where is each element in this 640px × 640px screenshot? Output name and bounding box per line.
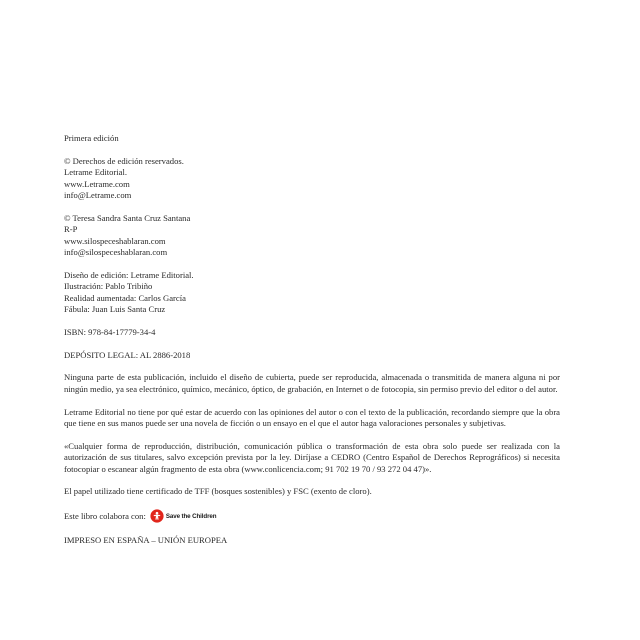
save-the-children-logo [150,509,217,523]
printed-text: IMPRESO EN ESPAÑA – UNIÓN EUROPEA [64,534,228,545]
edition-block [64,133,560,144]
publisher-name: Letrame Editorial. [64,167,127,178]
credits-block [64,270,560,316]
credit-fable: Fábula: Juan Luis Santa Cruz [64,304,166,315]
author-rights: © Teresa Sandra Santa Cruz Santana [64,212,191,223]
no-reproduction-paragraph: Ninguna parte de esta publicación, incluido el diseño de cubierta, puede ser reproducida, almacenada o transmitida de manera alguna ni por ningún medio, ya sea electrónico, químico, mecánico, óptico, de grabación, en Internet o de fotocopia, sin permiso previo del editor o del autor. [64,372,560,394]
credit-illustration: Ilustración: Pablo Tribiño [64,281,153,292]
edition-text: Primera edición [64,133,119,143]
paper-paragraph: El papel utilizado tiene certificado de TFF (bosques sostenibles) y FSC (exento de cloro). [64,486,372,497]
copyright-page [64,133,560,557]
printed-block [64,535,560,546]
isbn-block [64,327,560,338]
credit-design: Diseño de edición: Letrame Editorial. [64,269,194,280]
collaboration-label: Este libro colabora con: [64,510,146,521]
publisher-block [64,156,560,202]
author-web-link: www.silospeceshablaran.com [64,235,166,246]
author-code: R-P [64,224,78,235]
isbn-text: ISBN: 978-84-17779-34-4 [64,326,156,337]
save-the-children-icon [150,509,164,523]
publisher-rights: © Derechos de edición reservados. [64,155,184,166]
legal-deposit-text: DEPÓSITO LEGAL: AL 2886-2018 [64,349,191,360]
author-email-link: info@silospeceshablaran.com [64,247,168,258]
author-block [64,213,560,259]
disclaimer-paragraph: Letrame Editorial no tiene por qué estar de acuerdo con las opiniones del autor o con el texto de la publicación, recordando siempre que la obra que tiene en sus manos puede ser una novela de ficción o un ensayo en el que el autor haga valoraciones personales y subjetivas. [64,406,560,429]
credit-ar: Realidad aumentada: Carlos García [64,292,186,303]
publisher-web-link: www.Letrame.com [64,178,130,189]
legal-deposit-block [64,350,560,361]
cedro-paragraph: «Cualquier forma de reproducción, distribución, comunicación pública o transformación de esta obra solo puede ser realizada con la autorización de sus titulares, salvo excepción prevista por la ley. Diríjase a CEDRO (Centro Español de Derechos Reprográficos) si necesita fotocopiar o escanear algún fragmento de esta obra (www.conlicencia.com; 91 702 19 70 / 93 272 04 47)». [64,440,560,474]
publisher-email-link: info@Letrame.com [64,190,132,201]
collaboration-row [64,509,560,523]
save-the-children-wordmark: Save the Children [165,512,217,520]
